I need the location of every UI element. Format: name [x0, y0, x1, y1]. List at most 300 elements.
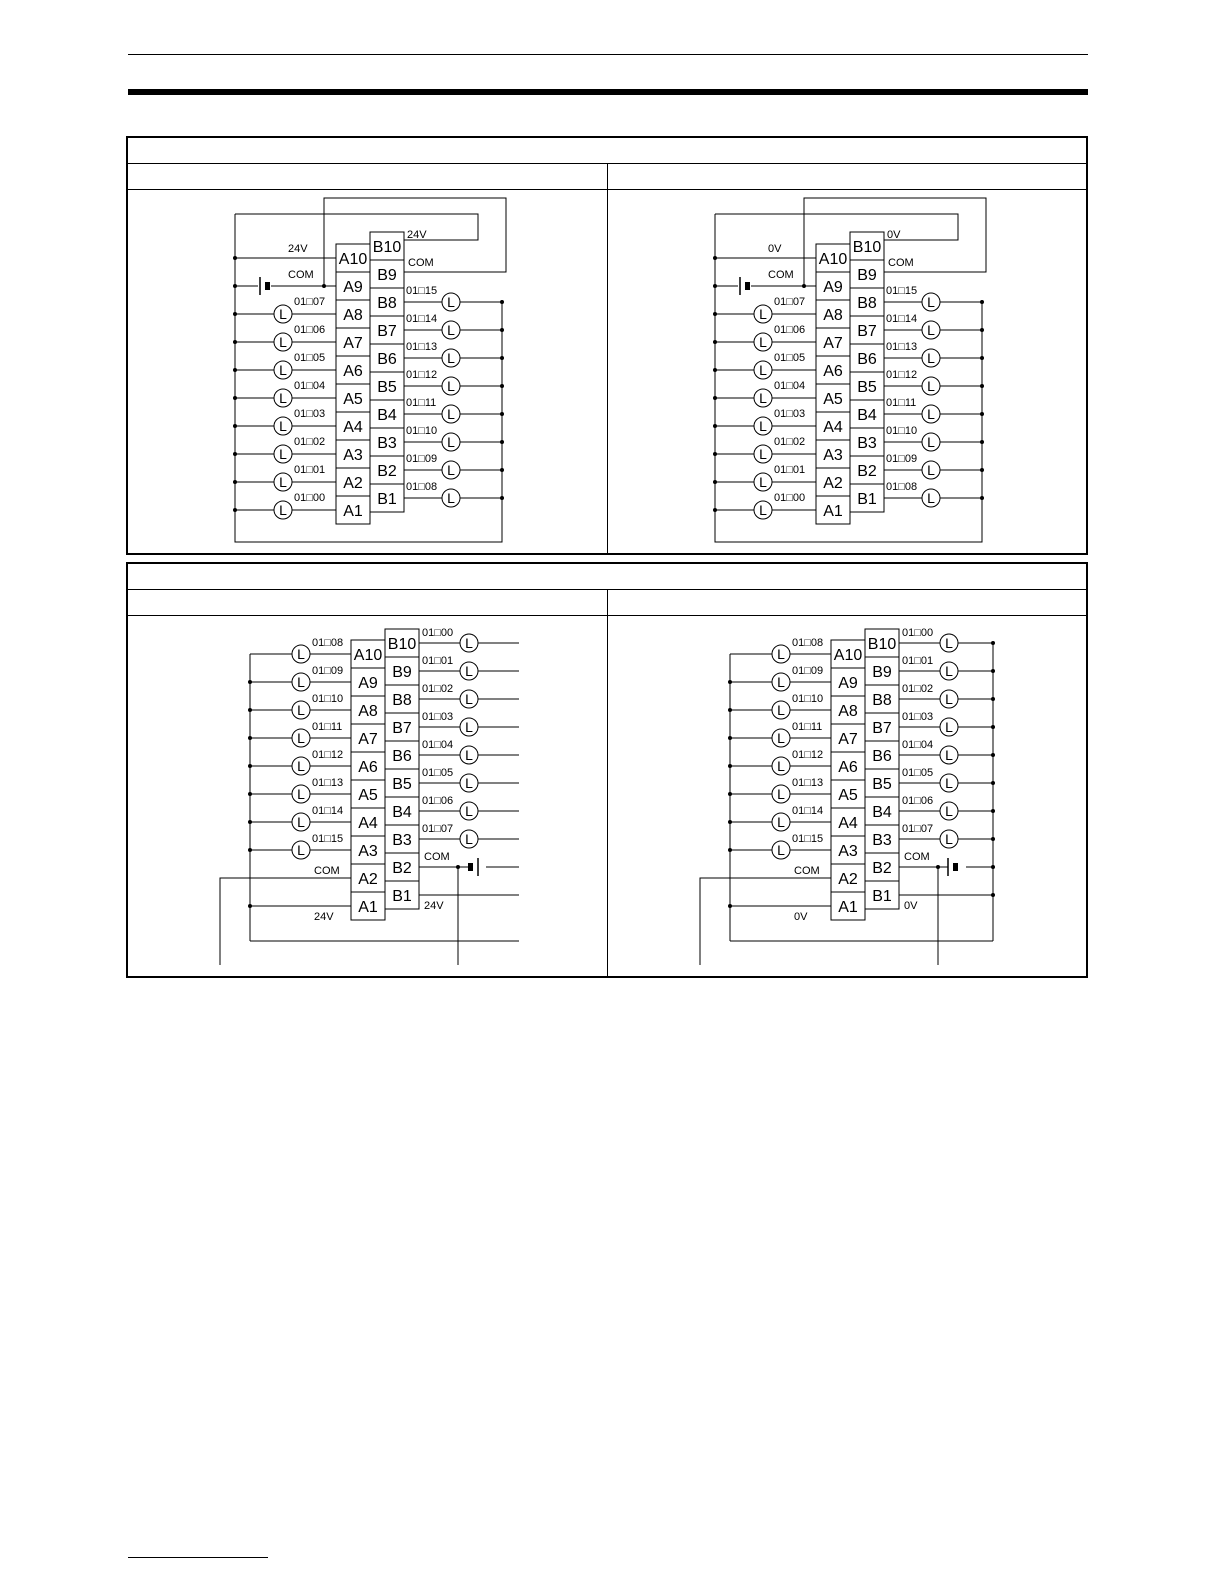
lamp-label: L: [926, 462, 935, 478]
junction-dot: [713, 284, 717, 288]
wiring-diagram-24v-upper: [128, 190, 608, 555]
lamp-label: L: [926, 294, 935, 310]
lamp-label: L: [279, 334, 287, 350]
junction-dot: [500, 496, 504, 500]
junction-dot: [713, 424, 717, 428]
junction-dot: [980, 356, 984, 360]
junction-dot: [728, 680, 732, 684]
junction-dot: [728, 708, 732, 712]
junction-dot: [248, 708, 252, 712]
junction-dot: [980, 412, 984, 416]
table-1-cell-left: [128, 190, 607, 555]
lamp-label: L: [465, 719, 473, 735]
lamp-label: L: [776, 842, 785, 858]
terminal-label-a1: A1: [822, 503, 843, 520]
terminal-label-a4: A4: [358, 815, 378, 832]
terminal-label-b4: B4: [871, 804, 892, 821]
lamp-label: L: [447, 322, 455, 338]
supply-label-b1: 0V: [903, 900, 917, 912]
lamp-label: L: [297, 786, 305, 802]
lamp-label: L: [944, 663, 953, 679]
header-rule-thin: [128, 54, 1088, 55]
terminal-label-a3: A3: [837, 843, 858, 860]
output-label: 01□09: [312, 665, 344, 677]
output-label: 01□02: [901, 683, 933, 695]
junction-dot: [980, 440, 984, 444]
output-label: 01□05: [422, 767, 454, 779]
lamp-label: L: [758, 502, 767, 518]
supply-label-a10: 24V: [288, 243, 308, 255]
terminal-label-b7: B7: [377, 323, 397, 340]
battery-icon: [468, 858, 478, 876]
terminal-label-a1: A1: [343, 503, 363, 520]
junction-dot: [991, 865, 995, 869]
output-label: 01□08: [406, 481, 438, 493]
terminal-label-b10: B10: [867, 636, 896, 653]
lamp-label: L: [926, 434, 935, 450]
lamp-label: L: [465, 635, 473, 651]
terminal-label-b10: B10: [852, 239, 881, 256]
lamp-label: L: [279, 446, 287, 462]
terminal-label-a1: A1: [358, 899, 378, 916]
output-label: 01□01: [422, 655, 454, 667]
terminal-label-a2: A2: [358, 871, 378, 888]
output-label: 01□05: [901, 767, 933, 779]
junction-dot: [713, 256, 717, 260]
output-label: 01□14: [312, 805, 344, 817]
output-label: 01□01: [901, 655, 933, 667]
lamp-label: L: [926, 350, 935, 366]
terminal-label-b1: B1: [392, 888, 412, 905]
junction-dot: [500, 300, 504, 304]
lamp-label: L: [776, 814, 785, 830]
output-label: 01□04: [901, 739, 933, 751]
junction-dot: [233, 396, 237, 400]
terminal-label-a7: A7: [358, 731, 378, 748]
junction-dot: [713, 312, 717, 316]
lamp-label: L: [447, 462, 455, 478]
output-label: 01□12: [885, 369, 917, 381]
output-label: 01□08: [312, 637, 344, 649]
terminal-label-b9: B9: [871, 664, 892, 681]
lamp-label: L: [758, 474, 767, 490]
output-label: 01□06: [901, 795, 933, 807]
junction-dot: [713, 340, 717, 344]
output-label: 01□12: [791, 749, 823, 761]
terminal-label-b3: B3: [377, 435, 397, 452]
com-label-a2: COM: [793, 865, 820, 877]
output-label: 01□13: [312, 777, 344, 789]
lamp-label: L: [465, 663, 473, 679]
junction-dot: [980, 328, 984, 332]
terminal-label-a7: A7: [822, 335, 843, 352]
junction-dot: [991, 753, 995, 757]
terminal-label-a6: A6: [822, 363, 843, 380]
junction-dot: [991, 697, 995, 701]
output-label: 01□07: [294, 296, 326, 308]
lamp-label: L: [944, 747, 953, 763]
junction-dot: [991, 837, 995, 841]
terminal-label-a2: A2: [343, 475, 363, 492]
junction-dot: [991, 669, 995, 673]
supply-loop-b10: [235, 214, 478, 240]
terminal-label-a10: A10: [818, 251, 847, 268]
junction-dot: [248, 904, 252, 908]
junction-dot: [248, 764, 252, 768]
com-label-b9: COM: [408, 257, 434, 269]
junction-dot: [500, 328, 504, 332]
lamp-label: L: [758, 362, 767, 378]
supply-label-a1: 0V: [793, 911, 807, 923]
output-label: 01□07: [422, 823, 454, 835]
output-label: 01□05: [773, 352, 805, 364]
output-label: 01□13: [406, 341, 438, 353]
junction-dot: [728, 904, 732, 908]
junction-dot: [980, 300, 984, 304]
output-label: 01□04: [773, 380, 805, 392]
output-label: 01□04: [294, 380, 326, 392]
lamp-label: L: [297, 814, 305, 830]
lamp-label: L: [465, 691, 473, 707]
lamp-label: L: [279, 306, 287, 322]
output-label: 01□10: [885, 425, 917, 437]
output-label: 01□07: [901, 823, 933, 835]
terminal-label-b5: B5: [871, 776, 892, 793]
wiring-table-1: [126, 136, 1088, 555]
terminal-label-b6: B6: [856, 351, 877, 368]
terminal-label-b4: B4: [377, 407, 397, 424]
lamp-label: L: [279, 418, 287, 434]
output-label: 01□05: [294, 352, 326, 364]
wiring-diagram-24v-lower: [128, 616, 608, 978]
output-label: 01□12: [406, 369, 438, 381]
junction-dot: [233, 508, 237, 512]
terminal-label-b6: B6: [392, 748, 412, 765]
terminal-label-b7: B7: [856, 323, 877, 340]
com-label-a9: COM: [288, 269, 314, 281]
table-2-header-left: [128, 590, 607, 615]
output-label: 01□12: [312, 749, 344, 761]
supply-loop-b10: [715, 214, 958, 240]
output-label: 01□06: [422, 795, 454, 807]
lamp-label: L: [297, 730, 305, 746]
battery-icon: [740, 277, 750, 295]
output-label: 01□00: [773, 492, 805, 504]
terminal-label-a3: A3: [358, 843, 378, 860]
lamp-label: L: [447, 378, 455, 394]
junction-dot: [322, 284, 326, 288]
lamp-label: L: [776, 702, 785, 718]
supply-label-b10: 0V: [886, 229, 900, 241]
junction-dot: [500, 440, 504, 444]
wiring-diagram-0v-lower: [608, 616, 1088, 978]
wiring-diagram-0v-upper: [608, 190, 1088, 555]
terminal-label-b9: B9: [392, 664, 412, 681]
terminal-label-b8: B8: [856, 295, 877, 312]
terminal-label-b9: B9: [377, 267, 397, 284]
output-label: 01□09: [791, 665, 823, 677]
junction-dot: [980, 468, 984, 472]
terminal-label-b1: B1: [871, 888, 892, 905]
terminal-label-b10: B10: [387, 636, 417, 653]
lamp-label: L: [944, 831, 953, 847]
lamp-label: L: [758, 306, 767, 322]
output-label: 01□02: [773, 436, 805, 448]
junction-dot: [248, 736, 252, 740]
terminal-label-a6: A6: [343, 363, 363, 380]
terminal-label-a5: A5: [837, 787, 858, 804]
terminal-label-a6: A6: [358, 759, 378, 776]
output-label: 01□04: [422, 739, 454, 751]
lamp-label: L: [944, 691, 953, 707]
lamp-label: L: [279, 362, 287, 378]
terminal-label-b9: B9: [856, 267, 877, 284]
table-1-title-row: [128, 138, 1086, 164]
output-label: 01□00: [422, 627, 454, 639]
output-label: 01□15: [406, 285, 438, 297]
junction-dot: [728, 764, 732, 768]
terminal-label-a5: A5: [822, 391, 843, 408]
junction-dot: [233, 340, 237, 344]
terminal-label-a8: A8: [837, 703, 858, 720]
junction-dot: [248, 848, 252, 852]
junction-dot: [233, 452, 237, 456]
terminal-label-a9: A9: [358, 675, 378, 692]
junction-dot: [991, 809, 995, 813]
junction-dot: [991, 641, 995, 645]
terminal-label-b3: B3: [856, 435, 877, 452]
lamp-label: L: [297, 646, 305, 662]
lamp-label: L: [297, 842, 305, 858]
lamp-label: L: [926, 322, 935, 338]
output-label: 01□15: [791, 833, 823, 845]
terminal-label-b5: B5: [377, 379, 397, 396]
com-label-a2: COM: [314, 865, 340, 877]
output-label: 01□10: [406, 425, 438, 437]
output-label: 01□15: [885, 285, 917, 297]
junction-dot: [713, 396, 717, 400]
com-wire-a2: [700, 878, 831, 965]
lamp-label: L: [758, 418, 767, 434]
lamp-label: L: [465, 747, 473, 763]
output-label: 01□02: [422, 683, 454, 695]
terminal-label-b3: B3: [392, 832, 412, 849]
terminal-label-a8: A8: [343, 307, 363, 324]
lamp-label: L: [944, 719, 953, 735]
output-label: 01□15: [312, 833, 344, 845]
junction-dot: [500, 412, 504, 416]
output-label: 01□11: [791, 721, 822, 733]
terminal-label-a4: A4: [343, 419, 363, 436]
terminal-label-a10: A10: [833, 647, 862, 664]
junction-dot: [728, 848, 732, 852]
output-label: 01□11: [312, 721, 343, 733]
supply-label-a1: 24V: [314, 911, 334, 923]
terminal-label-b8: B8: [392, 692, 412, 709]
terminal-label-a10: A10: [353, 647, 383, 664]
terminal-label-a1: A1: [837, 899, 858, 916]
table-2-header-row: [128, 590, 1086, 616]
junction-dot: [500, 384, 504, 388]
junction-dot: [233, 312, 237, 316]
output-label: 01□06: [294, 324, 326, 336]
lamp-label: L: [297, 674, 305, 690]
terminal-label-a7: A7: [343, 335, 363, 352]
terminal-label-b5: B5: [392, 776, 412, 793]
junction-dot: [713, 368, 717, 372]
terminal-label-b1: B1: [856, 491, 877, 508]
junction-dot: [713, 508, 717, 512]
output-label: 01□03: [901, 711, 933, 723]
output-label: 01□14: [885, 313, 917, 325]
terminal-label-b7: B7: [871, 720, 892, 737]
terminal-label-a2: A2: [837, 871, 858, 888]
table-1-cell-right: [607, 190, 1087, 555]
terminal-label-a6: A6: [837, 759, 858, 776]
terminal-label-b7: B7: [392, 720, 412, 737]
output-label: 01□03: [294, 408, 326, 420]
lamp-label: L: [279, 390, 287, 406]
lamp-label: L: [447, 490, 455, 506]
table-1-header-left: [128, 164, 607, 189]
table-2-header-right: [607, 590, 1087, 615]
output-label: 01□00: [294, 492, 326, 504]
header-rule-thick: [128, 89, 1088, 95]
lamp-label: L: [776, 674, 785, 690]
wiring-table-2: [126, 562, 1088, 978]
lamp-label: L: [758, 334, 767, 350]
output-label: 01□11: [885, 397, 916, 409]
terminal-label-a5: A5: [343, 391, 363, 408]
junction-dot: [728, 792, 732, 796]
table-2-title-row: [128, 564, 1086, 590]
junction-dot: [991, 725, 995, 729]
output-label: 01□10: [791, 693, 823, 705]
lamp-label: L: [279, 474, 287, 490]
junction-dot: [500, 468, 504, 472]
terminal-label-b6: B6: [871, 748, 892, 765]
terminal-label-a7: A7: [837, 731, 858, 748]
output-label: 01□13: [885, 341, 917, 353]
output-label: 01□08: [791, 637, 823, 649]
com-label-b2: COM: [903, 851, 930, 863]
lamp-label: L: [297, 702, 305, 718]
junction-dot: [233, 256, 237, 260]
junction-dot: [248, 680, 252, 684]
output-label: 01□14: [791, 805, 823, 817]
junction-dot: [713, 480, 717, 484]
terminal-label-a10: A10: [338, 251, 368, 268]
junction-dot: [728, 736, 732, 740]
junction-dot: [802, 284, 806, 288]
lamp-label: L: [279, 502, 287, 518]
junction-dot: [980, 384, 984, 388]
junction-dot: [728, 820, 732, 824]
output-label: 01□09: [885, 453, 917, 465]
lamp-label: L: [944, 635, 953, 651]
junction-dot: [248, 792, 252, 796]
lamp-label: L: [776, 646, 785, 662]
lamp-label: L: [447, 350, 455, 366]
lamp-label: L: [926, 406, 935, 422]
lamp-label: L: [944, 775, 953, 791]
junction-dot: [980, 496, 984, 500]
lamp-label: L: [926, 490, 935, 506]
output-label: 01□10: [312, 693, 344, 705]
terminal-label-b6: B6: [377, 351, 397, 368]
lamp-label: L: [297, 758, 305, 774]
output-label: 01□09: [406, 453, 438, 465]
junction-dot: [233, 424, 237, 428]
terminal-label-a9: A9: [822, 279, 843, 296]
output-label: 01□08: [885, 481, 917, 493]
output-label: 01□00: [901, 627, 933, 639]
supply-label-b1: 24V: [424, 900, 444, 912]
lamp-label: L: [926, 378, 935, 394]
terminal-label-b5: B5: [856, 379, 877, 396]
output-label: 01□07: [773, 296, 805, 308]
table-1-header-row: [128, 164, 1086, 190]
output-label: 01□01: [773, 464, 805, 476]
battery-icon: [260, 277, 270, 295]
terminal-label-b8: B8: [871, 692, 892, 709]
junction-dot: [233, 284, 237, 288]
terminal-label-b1: B1: [377, 491, 397, 508]
terminal-label-b10: B10: [372, 239, 402, 256]
junction-dot: [233, 368, 237, 372]
output-label: 01□01: [294, 464, 326, 476]
footer-rule: [128, 1557, 268, 1558]
lamp-label: L: [447, 434, 455, 450]
terminal-label-a3: A3: [822, 447, 843, 464]
terminal-label-a9: A9: [343, 279, 363, 296]
battery-icon: [948, 858, 958, 876]
output-label: 01□03: [422, 711, 454, 723]
table-2-cell-left: [128, 616, 607, 978]
terminal-label-a5: A5: [358, 787, 378, 804]
table-1-header-right: [607, 164, 1087, 189]
terminal-label-b2: B2: [871, 860, 892, 877]
junction-dot: [248, 820, 252, 824]
output-label: 01□14: [406, 313, 438, 325]
output-label: 01□11: [406, 397, 437, 409]
lamp-label: L: [776, 730, 785, 746]
lamp-label: L: [944, 803, 953, 819]
output-label: 01□06: [773, 324, 805, 336]
terminal-label-b3: B3: [871, 832, 892, 849]
terminal-label-a4: A4: [822, 419, 843, 436]
lamp-label: L: [776, 758, 785, 774]
terminal-label-a9: A9: [837, 675, 858, 692]
junction-dot: [233, 480, 237, 484]
junction-dot: [991, 781, 995, 785]
lamp-label: L: [465, 775, 473, 791]
table-2-cell-right: [607, 616, 1087, 978]
terminal-label-b2: B2: [377, 463, 397, 480]
lamp-label: L: [776, 786, 785, 802]
lamp-label: L: [447, 294, 455, 310]
lamp-label: L: [465, 831, 473, 847]
com-label-b2: COM: [424, 851, 450, 863]
terminal-label-b4: B4: [392, 804, 412, 821]
terminal-label-a4: A4: [837, 815, 858, 832]
output-label: 01□13: [791, 777, 823, 789]
terminal-label-a2: A2: [822, 475, 843, 492]
com-label-a9: COM: [767, 269, 794, 281]
lamp-label: L: [447, 406, 455, 422]
terminal-label-a3: A3: [343, 447, 363, 464]
junction-dot: [713, 452, 717, 456]
